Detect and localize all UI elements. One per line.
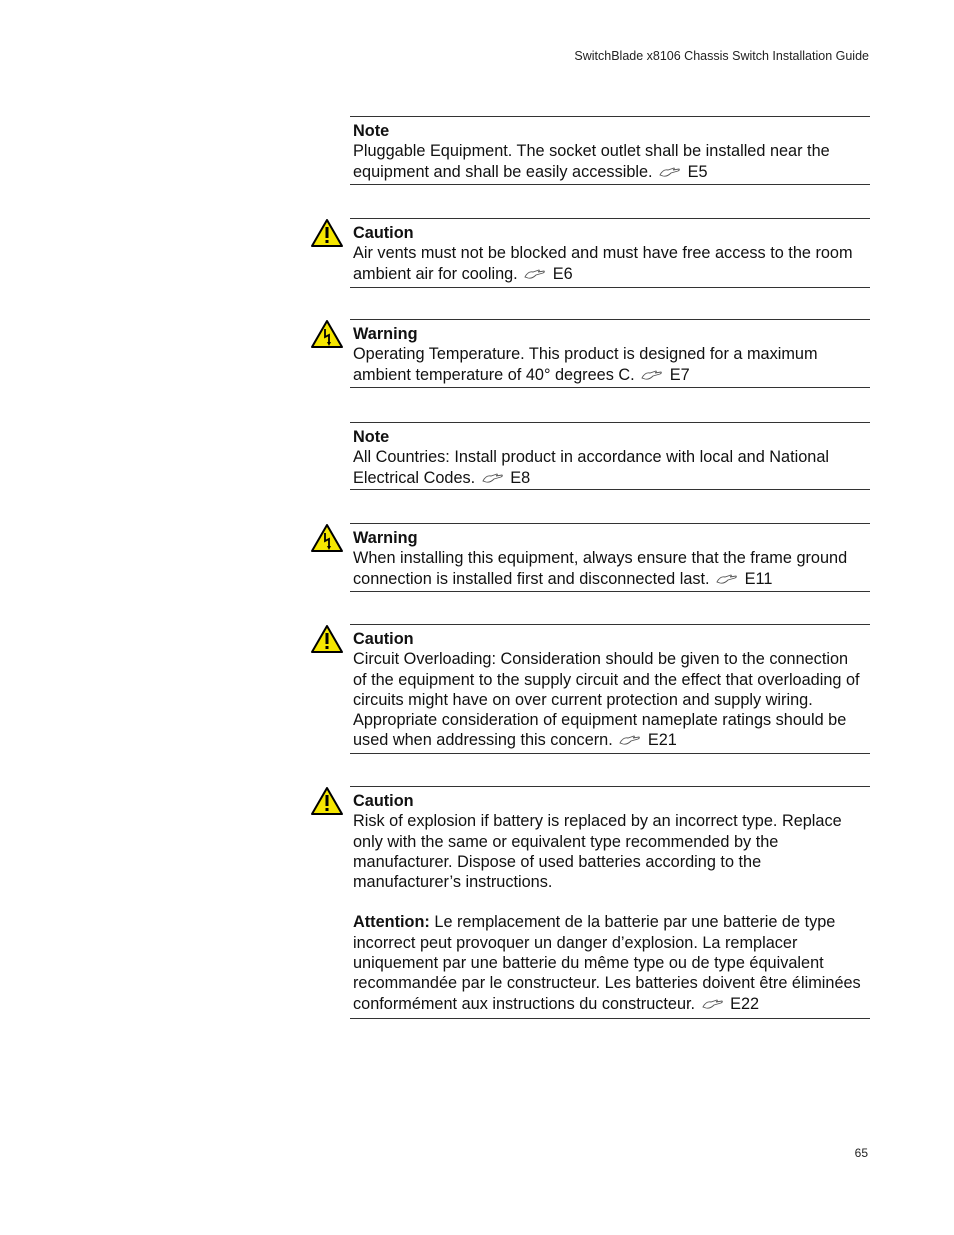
notice-body: Air vents must not be blocked and must have free access to the room ambient air for cooling. xyxy=(353,244,853,283)
notice-text xyxy=(353,243,866,284)
notice-body: All Countries: Install product in accordance with local and National Electrical Codes. xyxy=(353,448,830,487)
caution-block-e6 xyxy=(350,218,870,288)
notice-body: Pluggable Equipment. The socket outlet shall be installed near the equipment and shall be easily accessible. xyxy=(353,142,830,181)
notice-text xyxy=(353,548,866,589)
caution-triangle-icon xyxy=(310,624,344,654)
caution-block-e21 xyxy=(350,624,870,754)
electrical-warning-icon xyxy=(310,319,344,349)
notice-text xyxy=(353,447,866,488)
notice-label: Caution xyxy=(353,224,414,242)
attention-text: Le remplacement de la batterie par une batterie de type incorrect peut provoquer un danger d’explosion. La remplacer uniquement par une batterie du même type ou de type équivalent recommandée par le constructeur. Les batteries doivent être éliminées conformément aux instructions du constructeur. xyxy=(353,913,861,1013)
notice-label: Caution xyxy=(353,792,414,810)
caution-block-e22 xyxy=(350,786,870,1019)
notice-text xyxy=(353,344,866,385)
running-header: SwitchBlade x8106 Chassis Switch Installation Guide xyxy=(574,49,869,63)
attention-paragraph xyxy=(353,912,866,1013)
pointing-hand-icon xyxy=(702,998,724,1010)
notice-label: Note xyxy=(353,428,390,446)
electrical-warning-icon xyxy=(310,523,344,553)
notice-text xyxy=(353,141,866,182)
notice-code: E21 xyxy=(647,731,677,750)
note-block-e8 xyxy=(350,422,870,490)
pointing-hand-icon xyxy=(482,472,504,484)
notice-label: Note xyxy=(353,122,390,140)
notice-code: E8 xyxy=(510,468,531,487)
notice-label: Warning xyxy=(353,325,418,343)
caution-triangle-icon xyxy=(310,786,344,816)
notice-body: Circuit Overloading: Consideration should be given to the connection of the equipment to the supply circuit and the effect that overloading of circuits might have on over current protection and supply wiring. Appropriate consideration of equipment nameplate ratings should be used when addressing this concern. xyxy=(353,650,860,750)
notice-body: Operating Temperature. This product is designed for a maximum ambient temperature of 40° degrees C. xyxy=(353,345,818,384)
attention-label: Attention: xyxy=(353,913,430,932)
warning-block-e11 xyxy=(350,523,870,592)
notice-text xyxy=(353,649,866,750)
notice-label: Caution xyxy=(353,630,414,648)
notice-code: E11 xyxy=(744,569,773,588)
page-number: 65 xyxy=(854,1146,868,1160)
pointing-hand-icon xyxy=(641,369,663,381)
notice-text: Risk of explosion if battery is replaced by an incorrect type. Replace only with the same or equivalent type recommended by the manufacturer. Dispose of used batteries according to the manufacturer’s instructions. xyxy=(353,812,842,892)
pointing-hand-icon xyxy=(659,166,681,178)
pointing-hand-icon xyxy=(619,734,641,746)
notice-code: E6 xyxy=(552,264,573,283)
notice-body: When installing this equipment, always ensure that the frame ground connection is installed first and disconnected last. xyxy=(353,549,848,588)
notice-code: E7 xyxy=(669,365,690,384)
notice-code: E22 xyxy=(730,994,760,1013)
pointing-hand-icon xyxy=(524,268,546,280)
notice-label: Warning xyxy=(353,529,418,547)
caution-triangle-icon xyxy=(310,218,344,248)
warning-block-e7 xyxy=(350,319,870,388)
notice-code: E5 xyxy=(687,162,708,181)
pointing-hand-icon xyxy=(716,573,738,585)
note-block-e5 xyxy=(350,116,870,185)
